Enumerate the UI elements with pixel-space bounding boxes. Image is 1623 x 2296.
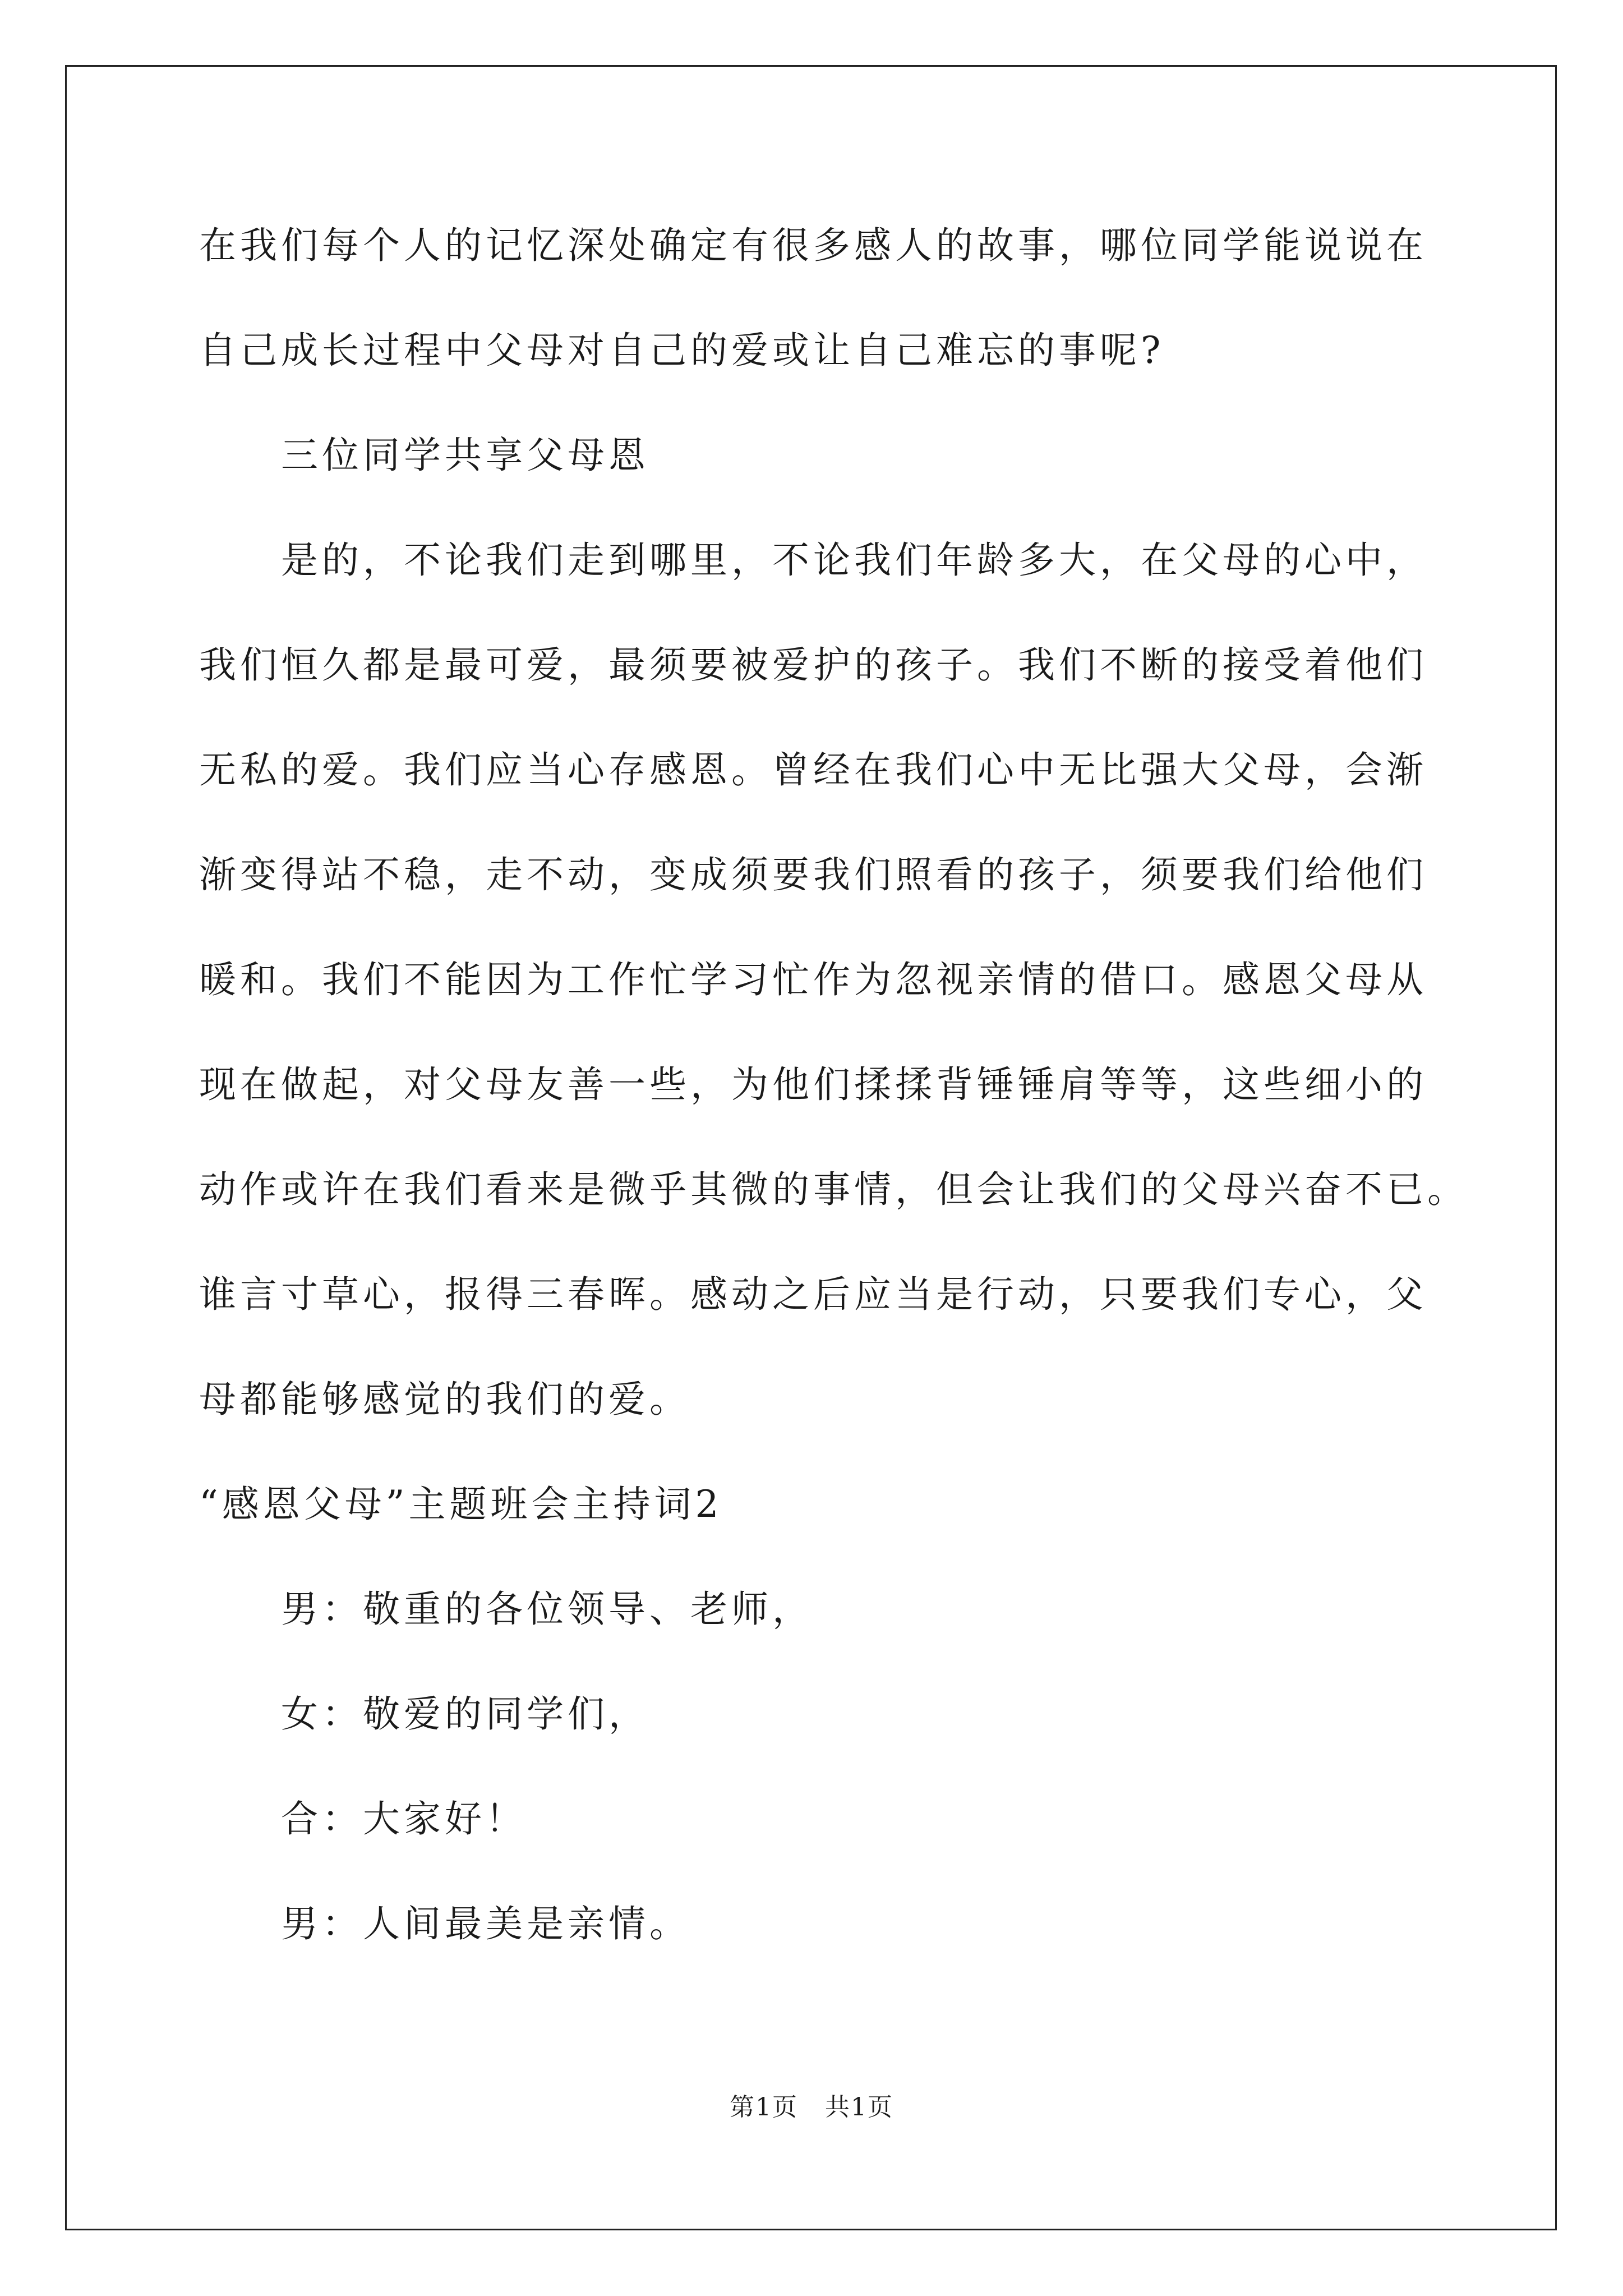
paragraph-line: 母都能够感觉的我们的爱。	[199, 1378, 690, 1421]
paragraph-line: 在我们每个人的记忆深处确定有很多感人的故事，哪位同学能说说在	[199, 224, 1427, 267]
paragraph-line: 暖和。我们不能因为工作忙学习忙作为忽视亲情的借口。感恩父母从	[199, 958, 1427, 1001]
dialogue-line: 女：敬爱的同学们，	[281, 1692, 649, 1736]
page-total: 共1页	[825, 2093, 893, 2122]
paragraph-line: 是的，不论我们走到哪里，不论我们年龄多大，在父母的心中，	[281, 539, 1427, 582]
dialogue-line: 合：大家好！	[281, 1797, 527, 1841]
paragraph-line: 三位同学共享父母恩	[281, 434, 649, 477]
paragraph-line: 现在做起，对父母友善一些，为他们揉揉背锤锤肩等等，这些细小的	[199, 1063, 1427, 1106]
page-number: 第1页	[730, 2093, 798, 2122]
paragraph-line: 我们恒久都是最可爱，最须要被爱护的孩子。我们不断的接受着他们	[199, 643, 1427, 687]
paragraph-line: 谁言寸草心，报得三春晖。感动之后应当是行动，只要我们专心，父	[199, 1273, 1427, 1316]
dialogue-line: 男：人间最美是亲情。	[281, 1902, 690, 1945]
section-heading: “感恩父母”主题班会主持词2	[199, 1483, 723, 1526]
paragraph-line: 动作或许在我们看来是微乎其微的事情，但会让我们的父母兴奋不已。	[199, 1168, 1468, 1211]
paragraph-line: 无私的爱。我们应当心存感恩。曾经在我们心中无比强大父母，会渐	[199, 748, 1427, 792]
paragraph-line: 渐变得站不稳，走不动，变成须要我们照看的孩子，须要我们给他们	[199, 853, 1427, 896]
page-footer	[0, 2091, 1623, 2124]
paragraph-line: 自己成长过程中父母对自己的爱或让自己难忘的事呢?	[199, 329, 1165, 372]
dialogue-line: 男：敬重的各位领导、老师，	[281, 1588, 813, 1631]
